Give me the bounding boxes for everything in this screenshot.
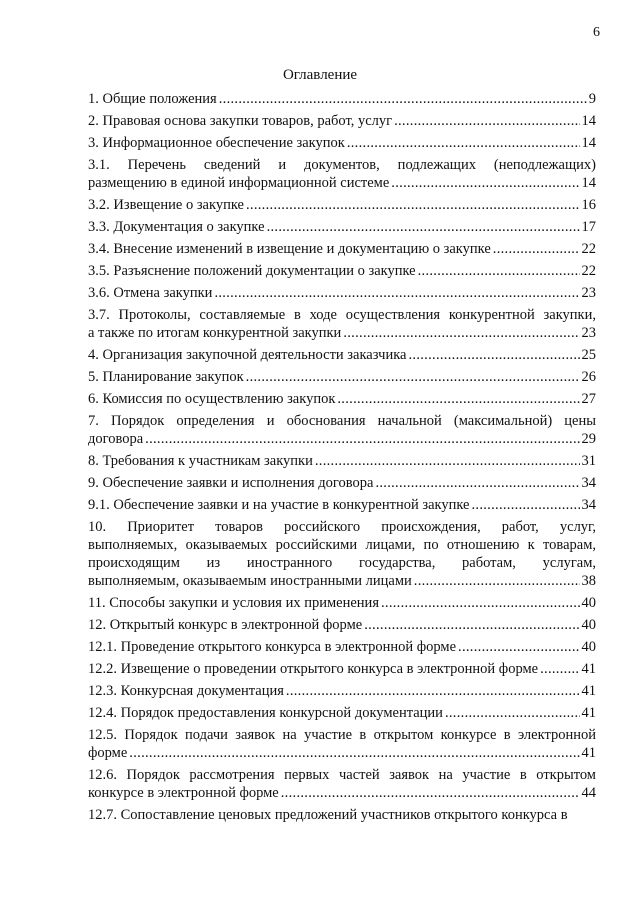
dot-leader xyxy=(286,682,580,700)
toc-entry[interactable] xyxy=(88,240,596,258)
toc-entry[interactable] xyxy=(88,682,596,700)
toc-entry-text: 4. Организация закупочной деятельности заказчика xyxy=(88,347,407,363)
dot-leader xyxy=(281,784,580,802)
toc-entry-text: 12.4. Порядок предоставления конкурсной документации xyxy=(88,705,443,721)
dot-leader xyxy=(214,284,579,302)
toc-page-number: 14 xyxy=(581,135,596,151)
toc-entry-text: 9.1. Обеспечение заявки и на участие в конкурентной закупке xyxy=(88,497,470,513)
toc-entry[interactable] xyxy=(88,638,596,656)
toc-entry-text: 11. Способы закупки и условия их применения xyxy=(88,595,379,611)
toc-entry[interactable] xyxy=(88,660,596,678)
toc-entry-text: 3.6. Отмена закупки xyxy=(88,285,213,301)
toc-entry-text: 12.6. Порядок рассмотрения первых частей заявок на участие в открытом xyxy=(88,767,596,783)
dot-leader xyxy=(219,90,587,108)
toc-entry[interactable] xyxy=(88,594,596,612)
toc-title: Оглавление xyxy=(282,67,358,83)
toc-entry-text: 8. Требования к участникам закупки xyxy=(88,453,313,469)
dot-leader xyxy=(375,474,579,492)
toc-page-number: 27 xyxy=(581,391,596,407)
toc-entry[interactable] xyxy=(88,704,596,722)
toc-entry[interactable] xyxy=(88,726,596,762)
toc-entry-text: 3.3. Документация о закупке xyxy=(88,219,265,235)
dot-leader xyxy=(414,572,580,590)
toc-entry-text: форме xyxy=(88,745,128,761)
toc-entry-text: 7. Порядок определения и обоснования начальной (максимальной) цены xyxy=(88,413,596,429)
toc-entry-text: 1. Общие положения xyxy=(88,91,217,107)
toc-entry[interactable] xyxy=(88,134,596,152)
toc-page-number: 29 xyxy=(581,431,596,447)
dot-leader xyxy=(267,218,580,236)
toc-entry[interactable] xyxy=(88,474,596,492)
toc-entry-text: 3.5. Разъяснение положений документации о закупке xyxy=(88,263,416,279)
toc-page-number: 31 xyxy=(581,453,596,469)
toc-entry[interactable] xyxy=(88,112,596,130)
toc-entry[interactable] xyxy=(88,496,596,514)
toc-page-number: 41 xyxy=(581,683,596,699)
toc-entry[interactable] xyxy=(88,156,596,192)
table-of-contents xyxy=(88,90,596,828)
toc-entry-text: 12.3. Конкурсная документация xyxy=(88,683,284,699)
toc-page-number: 17 xyxy=(581,219,596,235)
toc-entry[interactable] xyxy=(88,452,596,470)
toc-page-number: 40 xyxy=(581,617,596,633)
toc-entry-text: 3.7. Протоколы, составляемые в ходе осуществления конкурентной закупки, xyxy=(88,307,596,323)
dot-leader xyxy=(145,430,579,448)
toc-page-number: 34 xyxy=(581,475,596,491)
dot-leader xyxy=(364,616,579,634)
toc-entry-text: происходящим из иностранного государства, работам, услугам, xyxy=(88,555,596,571)
toc-page-number: 14 xyxy=(581,175,596,191)
toc-entry[interactable] xyxy=(88,196,596,214)
dot-leader xyxy=(246,196,580,214)
toc-entry[interactable] xyxy=(88,518,596,590)
toc-entry[interactable] xyxy=(88,218,596,236)
toc-entry-text: договора xyxy=(88,431,144,447)
toc-entry-text: 10. Приоритет товаров российского происхождения, работ, услуг, xyxy=(88,519,596,535)
toc-entry-text: 2. Правовая основа закупки товаров, работ, услуг xyxy=(88,113,393,129)
dot-leader xyxy=(445,704,580,722)
toc-entry-text: 12.5. Порядок подачи заявок на участие в открытом конкурсе в электронной xyxy=(88,727,596,743)
toc-page-number: 25 xyxy=(581,347,596,363)
toc-entry[interactable] xyxy=(88,262,596,280)
dot-leader xyxy=(471,496,579,514)
page-number: 6 xyxy=(593,25,600,40)
dot-leader xyxy=(381,594,580,612)
dot-leader xyxy=(246,368,580,386)
dot-leader xyxy=(347,134,580,152)
toc-entry[interactable] xyxy=(88,346,596,364)
toc-entry[interactable] xyxy=(88,306,596,342)
toc-entry-text: 12.1. Проведение открытого конкурса в электронной форме xyxy=(88,639,457,655)
toc-page-number: 22 xyxy=(581,241,596,257)
toc-page-number: 41 xyxy=(581,745,596,761)
toc-entry-text: 12.2. Извещение о проведении открытого конкурса в электронной форме xyxy=(88,661,539,677)
toc-entry[interactable] xyxy=(88,616,596,634)
toc-page-number: 44 xyxy=(581,785,596,801)
dot-leader xyxy=(315,452,580,470)
toc-entry-text: 3.4. Внесение изменений в извещение и документацию о закупке xyxy=(88,241,491,257)
dot-leader xyxy=(391,174,579,192)
dot-leader xyxy=(493,240,580,258)
toc-entry-text: 3.2. Извещение о закупке xyxy=(88,197,244,213)
toc-entry-text: 9. Обеспечение заявки и исполнения договора xyxy=(88,475,374,491)
toc-entry-text: а также по итогам конкурентной закупки xyxy=(88,325,342,341)
toc-page-number: 40 xyxy=(581,639,596,655)
toc-page-number: 16 xyxy=(581,197,596,213)
toc-entry-text: 12.7. Сопоставление ценовых предложений участников открытого конкурса в xyxy=(88,807,568,823)
toc-page-number: 40 xyxy=(581,595,596,611)
dot-leader xyxy=(129,744,579,762)
toc-page-number: 23 xyxy=(581,325,596,341)
toc-page-number: 26 xyxy=(581,369,596,385)
toc-entry[interactable] xyxy=(88,412,596,448)
dot-leader xyxy=(343,324,579,342)
dot-leader xyxy=(394,112,579,130)
dot-leader xyxy=(458,638,579,656)
toc-entry-text: 3.1. Перечень сведений и документов, подлежащих (неподлежащих) xyxy=(88,157,596,173)
toc-entry[interactable] xyxy=(88,806,596,824)
dot-leader xyxy=(418,262,580,280)
toc-page-number: 38 xyxy=(581,573,596,589)
toc-entry-text: 12. Открытый конкурс в электронной форме xyxy=(88,617,363,633)
toc-entry-text: выполняемых, оказываемых российскими лицами, по отношению к товарам, xyxy=(88,537,596,553)
toc-entry-text: выполняемым, оказываемым иностранными лицами xyxy=(88,573,412,589)
toc-entry[interactable] xyxy=(88,368,596,386)
toc-entry-text: 5. Планирование закупок xyxy=(88,369,244,385)
toc-entry-text: конкурсе в электронной форме xyxy=(88,785,279,801)
toc-entry[interactable] xyxy=(88,90,596,108)
toc-page-number: 14 xyxy=(581,113,596,129)
dot-leader xyxy=(337,390,579,408)
toc-page-number: 22 xyxy=(581,263,596,279)
toc-entry[interactable] xyxy=(88,766,596,802)
dot-leader xyxy=(540,660,579,678)
toc-page-number: 41 xyxy=(581,661,596,677)
toc-entry[interactable] xyxy=(88,284,596,302)
toc-entry-text: 6. Комиссия по осуществлению закупок xyxy=(88,391,336,407)
toc-entry-text: размещению в единой информационной системе xyxy=(88,175,390,191)
toc-page-number: 41 xyxy=(581,705,596,721)
toc-entry-text: 3. Информационное обеспечение закупок xyxy=(88,135,345,151)
toc-page-number: 23 xyxy=(581,285,596,301)
toc-entry[interactable] xyxy=(88,390,596,408)
toc-page-number: 9 xyxy=(588,91,596,107)
dot-leader xyxy=(408,346,579,364)
toc-page-number: 34 xyxy=(581,497,596,513)
